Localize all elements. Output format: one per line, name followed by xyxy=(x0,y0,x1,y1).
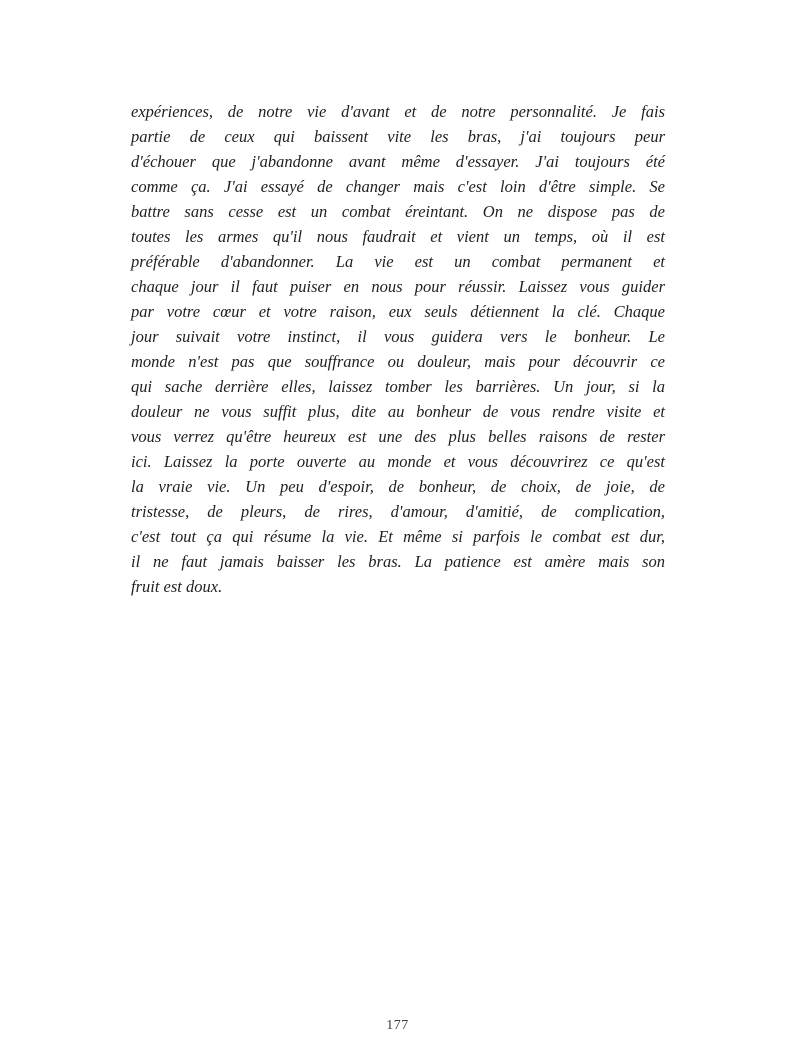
text-line: tristesse, de pleurs, de rires, d'amour, d'amitié, de complication, xyxy=(131,502,665,521)
text-line: expériences, de notre vie d'avant et de notre personnalité. Je fais xyxy=(131,102,665,121)
text-line: ici. Laissez la porte ouverte au monde et vous découvrirez ce qu'est xyxy=(131,452,665,471)
text-line: fruit est doux. xyxy=(131,577,223,596)
text-line: partie de ceux qui baissent vite les bras, j'ai toujours peur xyxy=(131,127,665,146)
text-line: jour suivait votre instinct, il vous guidera vers le bonheur. Le xyxy=(131,327,665,346)
text-line: toutes les armes qu'il nous faudrait et vient un temps, où il est xyxy=(131,227,665,246)
text-line: d'échouer que j'abandonne avant même d'essayer. J'ai toujours été xyxy=(131,152,665,171)
text-line: il ne faut jamais baisser les bras. La patience est amère mais son xyxy=(131,552,665,571)
body-paragraph xyxy=(131,99,665,599)
text-line: qui sache derrière elles, laissez tomber les barrières. Un jour, si la xyxy=(131,377,665,396)
text-line: préférable d'abandonner. La vie est un combat permanent et xyxy=(131,252,665,271)
text-line: la vraie vie. Un peu d'espoir, de bonheur, de choix, de joie, de xyxy=(131,477,665,496)
text-line: vous verrez qu'être heureux est une des plus belles raisons de rester xyxy=(131,427,665,446)
page-number: 177 xyxy=(386,1018,409,1033)
text-line: douleur ne vous suffit plus, dite au bonheur de vous rendre visite et xyxy=(131,402,665,421)
text-line: monde n'est pas que souffrance ou douleur, mais pour découvrir ce xyxy=(131,352,665,371)
text-line: par votre cœur et votre raison, eux seuls détiennent la clé. Chaque xyxy=(131,302,665,321)
text-line: c'est tout ça qui résume la vie. Et même si parfois le combat est dur, xyxy=(131,527,665,546)
text-line: chaque jour il faut puiser en nous pour réussir. Laissez vous guider xyxy=(131,277,665,296)
text-line: battre sans cesse est un combat éreintant. On ne dispose pas de xyxy=(131,202,665,221)
text-line: comme ça. J'ai essayé de changer mais c'est loin d'être simple. Se xyxy=(131,177,665,196)
